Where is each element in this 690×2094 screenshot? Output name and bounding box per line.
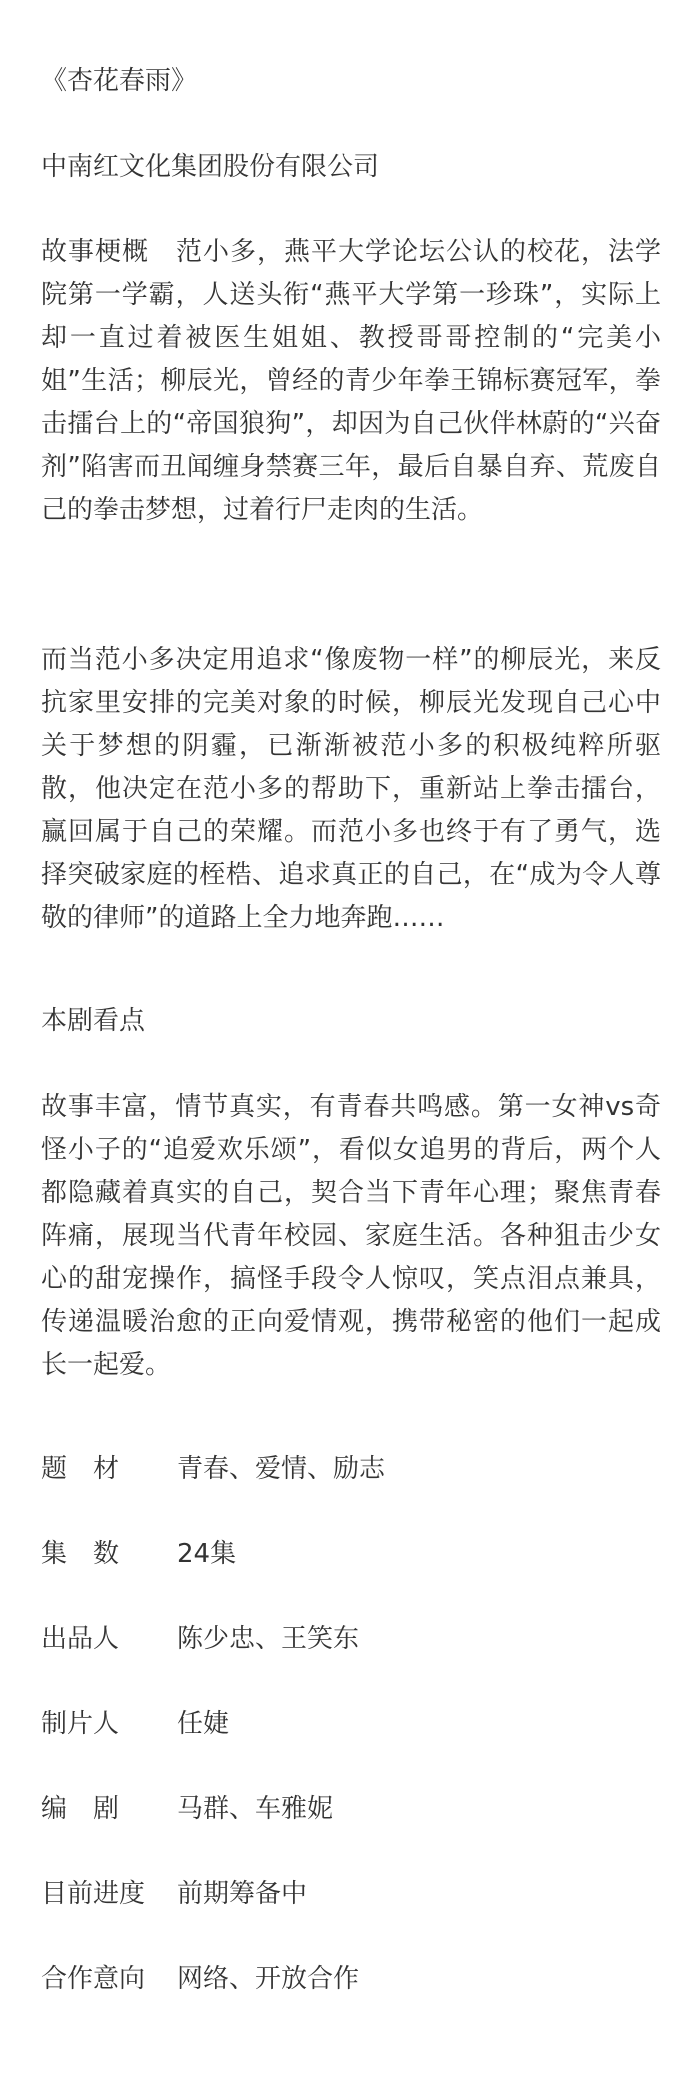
- info-label: 合作意向: [41, 1964, 146, 1994]
- info-row-cooperation: [41, 1958, 661, 2001]
- info-row-progress: [41, 1873, 661, 1916]
- info-label: 出品人: [41, 1624, 120, 1654]
- info-value: 24集: [177, 1539, 237, 1569]
- info-row-producer: [41, 1618, 661, 1661]
- synopsis-paragraph-2: 而当范小多决定用追求“像废物一样”的柳辰光，来反抗家里安排的完美对象的时候，柳辰光发现自己心中关于梦想的阴霾，已渐渐被范小多的积极纯粹所驱散，他决定在范小多的帮助下，重新站上拳击擂台，赢回属于自己的荣耀。而范小多也终于有了勇气，选择突破家庭的桎梏、追求真正的自己，在“成为令人尊敬的律师”的道路上全力地奔跑……: [41, 645, 661, 933]
- info-value: 网络、开放合作: [177, 1964, 360, 1994]
- info-row-screenwriter: [41, 1788, 661, 1831]
- info-value: 任婕: [177, 1709, 230, 1739]
- info-label: 题 材: [41, 1454, 120, 1484]
- info-label: 编 剧: [41, 1794, 120, 1824]
- info-label: 目前进度: [41, 1879, 146, 1909]
- info-label: 制片人: [41, 1709, 120, 1739]
- highlights-paragraph: 故事丰富，情节真实，有青春共鸣感。第一女神vs奇怪小子的“追爱欢乐颂”，看似女追男的背后，两个人都隐藏着真实的自己，契合当下青年心理；聚焦青春阵痛，展现当代青年校园、家庭生活。各种狙击少女心的甜宠操作，搞怪手段令人惊叹，笑点泪点兼具，传递温暖治愈的正向爱情观，携带秘密的他们一起成长一起爱。: [41, 1092, 661, 1380]
- info-row-genre: [41, 1448, 661, 1491]
- info-value: 前期筹备中: [177, 1879, 308, 1909]
- info-row-line-producer: [41, 1703, 661, 1746]
- drama-title: 《杏花春雨》: [41, 66, 198, 96]
- info-value: 青春、爱情、励志: [177, 1454, 386, 1484]
- info-value: 马群、车雅妮: [177, 1794, 334, 1824]
- info-row-episodes: [41, 1533, 661, 1576]
- highlights-heading: 本剧看点: [41, 1006, 146, 1036]
- info-value: 陈少忠、王笑东: [177, 1624, 360, 1654]
- synopsis-paragraph-1: 故事梗概 范小多，燕平大学论坛公认的校花，法学院第一学霸，人送头衔“燕平大学第一珍珠”，实际上却一直过着被医生姐姐、教授哥哥控制的“完美小姐”生活；柳辰光，曾经的青少年拳王锦标赛冠军，拳击擂台上的“帝国狼狗”，却因为自己伙伴林蔚的“兴奋剂”陷害而丑闻缠身禁赛三年，最后自暴自弃、荒废自己的拳击梦想，过着行尸走肉的生活。: [41, 237, 661, 525]
- company-name: 中南红文化集团股份有限公司: [41, 152, 380, 182]
- info-label: 集 数: [41, 1539, 120, 1569]
